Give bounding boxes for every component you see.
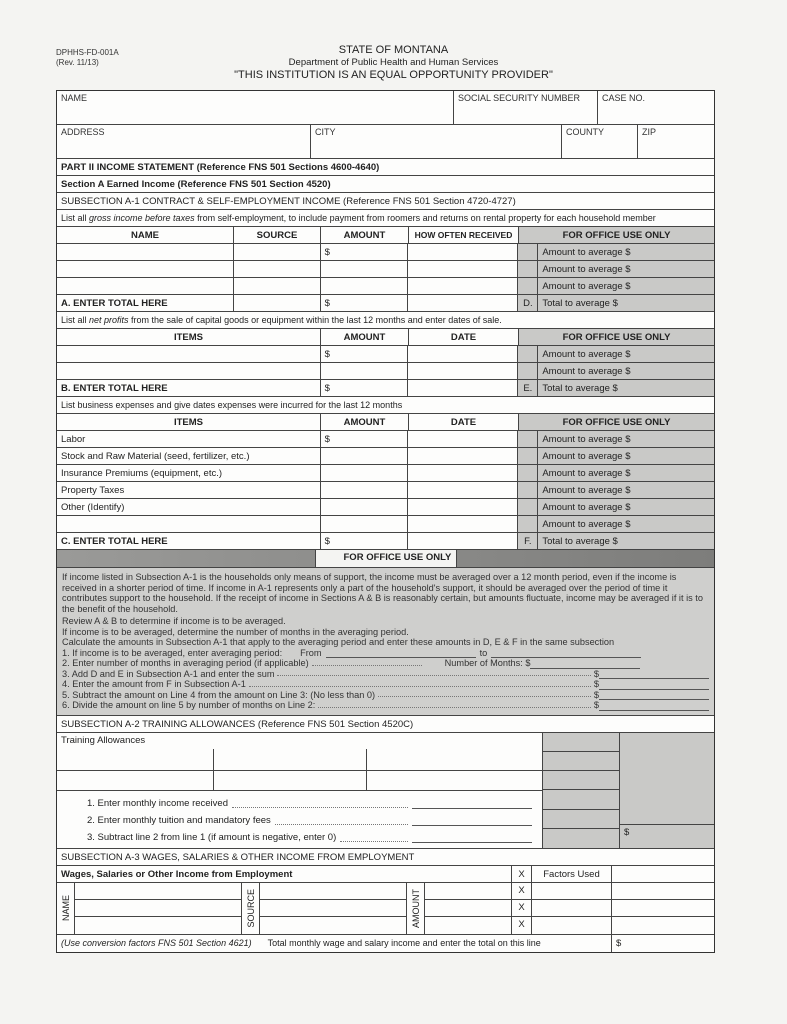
line-5-label: 5. Subtract the amount on Line 4 from the amount on Line 3: (No less than 0) bbox=[62, 689, 376, 700]
amount-to-average: Amount to average $ bbox=[542, 519, 631, 530]
expenses-total-row bbox=[57, 533, 714, 550]
office-cell bbox=[543, 829, 619, 847]
wages-header-row bbox=[57, 866, 714, 883]
office-use-banner bbox=[57, 550, 714, 568]
office-use-header: FOR OFFICE USE ONLY bbox=[519, 227, 714, 243]
office-use-cell bbox=[518, 380, 714, 396]
x-mark: X bbox=[512, 900, 531, 917]
expenses-instruction: List business expenses and give dates expenses were incurred for the last 12 months bbox=[61, 400, 403, 410]
expense-item-label: Labor bbox=[57, 431, 321, 447]
gross-row bbox=[57, 244, 714, 261]
dollar-sign: $ bbox=[324, 536, 330, 547]
profits-instruction-row bbox=[57, 312, 714, 329]
date-input[interactable] bbox=[408, 482, 518, 498]
training-line-2-input[interactable] bbox=[412, 825, 532, 826]
source-input[interactable] bbox=[234, 261, 321, 277]
expense-row-stock bbox=[57, 448, 714, 465]
wage-result-input[interactable] bbox=[612, 900, 714, 917]
office-use-cell bbox=[518, 431, 714, 447]
date-input[interactable] bbox=[408, 516, 518, 532]
dot-leader bbox=[318, 707, 591, 708]
wage-result-input[interactable] bbox=[612, 917, 714, 934]
training-line-3 bbox=[87, 829, 542, 846]
office-use-cell bbox=[518, 482, 714, 498]
wage-result-column bbox=[612, 883, 714, 934]
subsection-a2-row bbox=[57, 716, 714, 733]
part2-title-row bbox=[57, 159, 714, 176]
office-letter bbox=[518, 244, 538, 260]
col-source: SOURCE bbox=[234, 227, 321, 243]
training-total-cell bbox=[620, 825, 714, 847]
office-cell bbox=[543, 771, 619, 790]
name-label: NAME bbox=[61, 93, 88, 103]
total-b-amount-input[interactable] bbox=[321, 380, 409, 396]
total-a-source[interactable] bbox=[234, 295, 321, 311]
wage-source-input[interactable] bbox=[260, 883, 406, 900]
state-title: STATE OF MONTANA bbox=[338, 44, 449, 56]
office-use-cell bbox=[518, 363, 714, 379]
col-items: ITEMS bbox=[57, 329, 321, 345]
amount-to-average: Amount to average $ bbox=[542, 366, 631, 377]
total-b-label: B. ENTER TOTAL HERE bbox=[57, 380, 321, 396]
expense-item-label: Other (Identify) bbox=[57, 499, 321, 515]
ssn-label: SOCIAL SECURITY NUMBER bbox=[458, 93, 581, 103]
wages-footer bbox=[57, 935, 612, 952]
wage-source-input[interactable] bbox=[260, 917, 406, 934]
office-letter bbox=[518, 465, 538, 481]
office-use-cell bbox=[518, 465, 714, 481]
name-input[interactable] bbox=[57, 278, 234, 294]
name-field[interactable] bbox=[57, 91, 454, 124]
amount-to-average: Amount to average $ bbox=[542, 264, 631, 275]
gross-total-row bbox=[57, 295, 714, 312]
office-cell bbox=[543, 733, 619, 752]
expense-row-labor bbox=[57, 431, 714, 448]
averaging-line-6 bbox=[62, 700, 709, 711]
amount-input[interactable] bbox=[321, 244, 409, 260]
profits-total-row bbox=[57, 380, 714, 397]
line-5-input[interactable] bbox=[599, 699, 709, 700]
office-letter bbox=[518, 499, 538, 515]
source-vertical-label-cell bbox=[242, 883, 260, 934]
how-often-input[interactable] bbox=[408, 244, 518, 260]
expense-item-input[interactable] bbox=[57, 516, 321, 532]
gross-row bbox=[57, 261, 714, 278]
how-often-input[interactable] bbox=[408, 278, 518, 294]
subsection-a3-row bbox=[57, 849, 714, 866]
office-letter bbox=[518, 346, 538, 362]
case-number-label: CASE NO. bbox=[602, 93, 646, 103]
amount-to-average: Amount to average $ bbox=[542, 281, 631, 292]
total-c-amount-input[interactable] bbox=[321, 533, 409, 549]
total-monthly-wage-label: Total monthly wage and salary income and enter the total on this line bbox=[267, 937, 541, 948]
training-calc-lines bbox=[57, 791, 542, 848]
amount-vertical-label: AMOUNT bbox=[410, 888, 421, 928]
office-letter bbox=[518, 516, 538, 532]
income-statement-form bbox=[56, 90, 715, 953]
office-use-cell bbox=[518, 346, 714, 362]
training-entry-row bbox=[57, 771, 542, 791]
subsection-a1-row bbox=[57, 193, 714, 210]
training-line-2 bbox=[87, 812, 542, 829]
instruction-emphasis: gross income before taxes bbox=[89, 213, 195, 223]
amount-input[interactable] bbox=[321, 448, 409, 464]
training-office-column bbox=[543, 733, 620, 848]
x-mark: X bbox=[512, 866, 532, 882]
office-letter-e: E. bbox=[518, 380, 538, 396]
training-entry-input[interactable] bbox=[57, 771, 214, 790]
dollar-sign: $ bbox=[624, 827, 630, 839]
date-input[interactable] bbox=[408, 465, 518, 481]
instruction-text: from the sale of capital goods or equipment within the last 12 months and enter dates of sale. bbox=[128, 315, 502, 325]
amount-input[interactable] bbox=[321, 346, 409, 362]
profits-row bbox=[57, 363, 714, 380]
wage-amount-input[interactable] bbox=[425, 917, 511, 934]
date-input[interactable] bbox=[408, 431, 518, 447]
total-a-how-often[interactable] bbox=[408, 295, 518, 311]
line-6-label: 6. Divide the amount on line 5 by number of months on Line 2: bbox=[62, 700, 316, 710]
wage-amount-input[interactable] bbox=[425, 883, 511, 900]
office-use-banner-label: FOR OFFICE USE ONLY bbox=[315, 550, 457, 567]
training-entry-input[interactable] bbox=[367, 771, 542, 790]
dollar-sign: $ bbox=[324, 349, 330, 360]
wage-name-input[interactable] bbox=[75, 917, 241, 934]
col-amount: AMOUNT bbox=[321, 329, 409, 345]
line-4-input[interactable] bbox=[599, 689, 709, 690]
col-amount: AMOUNT bbox=[321, 414, 409, 430]
office-use-cell bbox=[518, 278, 714, 294]
amount-input[interactable] bbox=[321, 482, 409, 498]
item-input[interactable] bbox=[57, 363, 321, 379]
total-c-date[interactable] bbox=[408, 533, 518, 549]
office-use-cell bbox=[518, 244, 714, 260]
identity-row-1 bbox=[57, 91, 714, 125]
line-6-input[interactable] bbox=[599, 710, 709, 711]
office-use-cell bbox=[518, 516, 714, 532]
from-label: From bbox=[300, 647, 322, 658]
amount-to-average: Amount to average $ bbox=[542, 468, 631, 479]
zip-label: ZIP bbox=[642, 127, 657, 137]
profits-header-row bbox=[57, 329, 714, 346]
wages-header: Wages, Salaries or Other Income from Employment bbox=[57, 866, 512, 882]
gross-instruction bbox=[57, 210, 714, 226]
department-title: Department of Public Health and Human Services bbox=[288, 57, 499, 68]
to-label: to bbox=[479, 647, 488, 658]
expenses-instruction-row bbox=[57, 397, 714, 414]
averaging-instructions bbox=[57, 568, 714, 716]
training-left bbox=[57, 733, 543, 848]
total-monthly-wage-input[interactable] bbox=[612, 935, 714, 952]
office-use-header: FOR OFFICE USE ONLY bbox=[519, 329, 714, 345]
averaging-line-3 bbox=[62, 669, 709, 680]
office-cell bbox=[543, 810, 619, 829]
wage-name-column bbox=[75, 883, 242, 934]
conversion-factors-note: (Use conversion factors FNS 501 Section 4621) bbox=[61, 937, 252, 948]
dollar-sign: $ bbox=[324, 298, 330, 309]
dollar-sign: $ bbox=[593, 689, 599, 700]
line-3-label: 3. Add D and E in Subsection A-1 and enter the sum bbox=[62, 668, 275, 679]
office-letter bbox=[518, 278, 538, 294]
wages-total-header bbox=[612, 866, 714, 882]
wage-amount-column bbox=[425, 883, 512, 934]
name-input[interactable] bbox=[57, 261, 234, 277]
wage-source-input[interactable] bbox=[260, 900, 406, 917]
city-field[interactable] bbox=[311, 125, 562, 158]
office-letter bbox=[518, 448, 538, 464]
line-2-label: 2. Enter number of months in averaging period (if applicable) bbox=[62, 658, 309, 668]
date-input[interactable] bbox=[408, 346, 518, 362]
gross-instruction-row bbox=[57, 210, 714, 227]
dot-leader bbox=[232, 807, 408, 808]
total-to-average-f: Total to average $ bbox=[542, 536, 618, 547]
section-a-title: Section A Earned Income (Reference FNS 501 Section 4520) bbox=[61, 179, 331, 190]
amount-input[interactable] bbox=[321, 516, 409, 532]
dot-leader bbox=[275, 824, 408, 825]
source-vertical-label: SOURCE bbox=[245, 888, 256, 928]
factors-column bbox=[532, 883, 612, 934]
wages-footer-row bbox=[57, 935, 714, 952]
dollar-sign: $ bbox=[324, 247, 330, 258]
training-line-1 bbox=[87, 795, 542, 812]
amount-to-average: Amount to average $ bbox=[542, 247, 631, 258]
subsection-a3-title: SUBSECTION A-3 WAGES, SALARIES & OTHER INCOME FROM EMPLOYMENT bbox=[61, 851, 415, 863]
name-input[interactable] bbox=[57, 244, 234, 260]
office-use-cell bbox=[518, 533, 714, 549]
office-cell bbox=[543, 752, 619, 771]
amount-to-average: Amount to average $ bbox=[542, 485, 631, 496]
total-a-amount-input[interactable] bbox=[321, 295, 409, 311]
averaging-step: Calculate the amounts in Subsection A-1 that apply to the averaging period and enter these amounts in D, E & F in the same subsection bbox=[62, 637, 615, 647]
how-often-input[interactable] bbox=[408, 261, 518, 277]
expense-item-label: Stock and Raw Material (seed, fertilizer, etc.) bbox=[57, 448, 321, 464]
dot-leader bbox=[340, 841, 408, 842]
dollar-sign: $ bbox=[324, 434, 330, 445]
training-entry-input[interactable] bbox=[57, 749, 214, 770]
office-use-header: FOR OFFICE USE ONLY bbox=[519, 414, 714, 430]
dollar-sign: $ bbox=[593, 679, 599, 689]
training-entry-input[interactable] bbox=[214, 749, 367, 770]
amount-to-average: Amount to average $ bbox=[542, 451, 631, 462]
office-letter bbox=[518, 431, 538, 447]
wages-grid bbox=[57, 883, 714, 935]
wage-name-input[interactable] bbox=[75, 883, 241, 900]
line-4-label: 4. Enter the amount from F in Subsection A-1 bbox=[62, 679, 246, 689]
training-total-column bbox=[620, 733, 714, 848]
office-use-cell bbox=[518, 499, 714, 515]
training-entry-input[interactable] bbox=[367, 749, 542, 770]
date-input[interactable] bbox=[408, 363, 518, 379]
total-to-average-d: Total to average $ bbox=[542, 298, 618, 309]
expense-row-property-taxes bbox=[57, 482, 714, 499]
training-allowances-block bbox=[57, 733, 714, 849]
dollar-sign: $ bbox=[593, 700, 599, 710]
total-to-average-e: Total to average $ bbox=[542, 383, 618, 394]
col-date: DATE bbox=[409, 414, 519, 430]
dot-leader bbox=[277, 675, 590, 676]
training-entry-input[interactable] bbox=[214, 771, 367, 790]
expense-item-label: Insurance Premiums (equipment, etc.) bbox=[57, 465, 321, 481]
col-how-often: HOW OFTEN RECEIVED bbox=[409, 227, 519, 243]
date-input[interactable] bbox=[408, 499, 518, 515]
training-line-2-label: 2. Enter monthly tuition and mandatory fees bbox=[87, 814, 271, 826]
amount-to-average: Amount to average $ bbox=[542, 502, 631, 513]
ssn-field[interactable] bbox=[454, 91, 598, 124]
form-revision: (Rev. 11/13) bbox=[56, 58, 99, 67]
instruction-text: List all bbox=[61, 213, 90, 223]
amount-to-average: Amount to average $ bbox=[542, 349, 631, 360]
factors-used-header: Factors Used bbox=[532, 866, 612, 882]
name-vertical-label-cell bbox=[57, 883, 75, 934]
col-amount: AMOUNT bbox=[321, 227, 409, 243]
profits-row bbox=[57, 346, 714, 363]
address-label: ADDRESS bbox=[61, 127, 105, 137]
expense-row-blank bbox=[57, 516, 714, 533]
gross-header-row bbox=[57, 227, 714, 244]
subsection-a2-title: SUBSECTION A-2 TRAINING ALLOWANCES (Reference FNS 501 Section 4520C) bbox=[61, 718, 414, 730]
factor-input[interactable] bbox=[532, 917, 611, 934]
col-name: NAME bbox=[57, 227, 234, 243]
training-line-1-input[interactable] bbox=[412, 808, 532, 809]
averaging-line-4 bbox=[62, 679, 709, 690]
averaging-line-2 bbox=[62, 658, 709, 669]
wage-amount-input[interactable] bbox=[425, 900, 511, 917]
office-letter bbox=[518, 482, 538, 498]
source-input[interactable] bbox=[234, 278, 321, 294]
wage-name-input[interactable] bbox=[75, 900, 241, 917]
dollar-sign: $ bbox=[324, 383, 330, 394]
x-column bbox=[512, 883, 532, 934]
number-of-months-input[interactable] bbox=[530, 668, 640, 669]
name-vertical-label: NAME bbox=[60, 894, 71, 921]
office-use-cell bbox=[518, 295, 714, 311]
county-label: COUNTY bbox=[566, 127, 604, 137]
expense-item-label: Property Taxes bbox=[57, 482, 321, 498]
total-c-label: C. ENTER TOTAL HERE bbox=[57, 533, 321, 549]
amount-input[interactable] bbox=[321, 363, 409, 379]
amount-input[interactable] bbox=[321, 278, 409, 294]
col-items: ITEMS bbox=[57, 414, 321, 430]
dollar-sign: $ bbox=[593, 668, 599, 679]
office-letter-f: F. bbox=[518, 533, 538, 549]
item-input[interactable] bbox=[57, 346, 321, 362]
training-line-3-label: 3. Subtract line 2 from line 1 (if amount is negative, enter 0) bbox=[87, 831, 337, 843]
form-id: DPHHS-FD-001A bbox=[56, 48, 119, 57]
section-a-row bbox=[57, 176, 714, 193]
date-input[interactable] bbox=[408, 448, 518, 464]
factor-input[interactable] bbox=[532, 900, 611, 917]
part2-title: PART II INCOME STATEMENT (Reference FNS 501 Sections 4600-4640) bbox=[61, 162, 380, 173]
averaging-step: If income is to be averaged, determine the number of months in the averaging period. bbox=[62, 626, 409, 637]
case-number-field[interactable] bbox=[598, 91, 714, 124]
equal-opportunity-tagline: "THIS INSTITUTION IS AN EQUAL OPPORTUNITY PROVIDER" bbox=[234, 69, 553, 81]
wage-source-column bbox=[260, 883, 407, 934]
source-input[interactable] bbox=[234, 244, 321, 260]
dot-leader bbox=[249, 686, 591, 687]
x-mark: X bbox=[518, 918, 525, 930]
amount-to-average: Amount to average $ bbox=[542, 434, 631, 445]
address-field[interactable] bbox=[57, 125, 311, 158]
wage-result-input[interactable] bbox=[612, 883, 714, 900]
city-label: CITY bbox=[315, 127, 336, 137]
expense-row-insurance bbox=[57, 465, 714, 482]
amount-input[interactable] bbox=[321, 499, 409, 515]
instruction-text: from self-employment, to include payment from roomers and returns on rental property for each household member bbox=[194, 213, 656, 223]
averaging-paragraph: If income listed in Subsection A-1 is the households only means of support, the income must be averaged over a 12 month period, even if the income is received in a shorter period of time. If income in A-1 represents only a part of the household's support, it should be averaged over the period of time it contributes support to the household. If the receipt of income in Sections A & B is reasonably certain, but amounts fluctuate, income may be averaged if it is to the benefit of the household. bbox=[62, 572, 703, 614]
expenses-header-row bbox=[57, 414, 714, 431]
x-mark: X bbox=[512, 883, 531, 900]
office-use-cell bbox=[518, 448, 714, 464]
office-cell bbox=[620, 733, 714, 826]
amount-vertical-label-cell bbox=[407, 883, 425, 934]
office-letter bbox=[518, 261, 538, 277]
subsection-a1-title: SUBSECTION A-1 CONTRACT & SELF-EMPLOYMENT INCOME (Reference FNS 501 Section 4720-4727) bbox=[61, 196, 516, 207]
training-line-1-label: 1. Enter monthly income received bbox=[87, 797, 228, 809]
averaging-line-5 bbox=[62, 690, 709, 701]
office-use-cell bbox=[518, 261, 714, 277]
line-1-label: 1. If income is to be averaged, enter averaging period: bbox=[62, 647, 283, 658]
training-line-3-input[interactable] bbox=[412, 842, 532, 843]
office-letter bbox=[518, 363, 538, 379]
instruction-emphasis: net profits bbox=[89, 315, 129, 325]
profits-instruction bbox=[57, 312, 714, 328]
form-header bbox=[0, 44, 787, 82]
total-a-label: A. ENTER TOTAL HERE bbox=[57, 295, 234, 311]
col-date: DATE bbox=[409, 329, 519, 345]
total-b-date[interactable] bbox=[408, 380, 518, 396]
identity-row-2 bbox=[57, 125, 714, 159]
amount-input[interactable] bbox=[321, 431, 409, 447]
instruction-text: List all bbox=[61, 315, 90, 325]
dollar-sign: $ bbox=[616, 937, 622, 949]
dot-leader bbox=[378, 696, 591, 697]
line-3-input[interactable] bbox=[599, 678, 709, 679]
office-cell bbox=[543, 790, 619, 809]
expense-row-other bbox=[57, 499, 714, 516]
number-of-months-label: Number of Months: $ bbox=[444, 658, 531, 668]
zip-field[interactable] bbox=[638, 125, 714, 158]
factor-input[interactable] bbox=[532, 883, 611, 900]
training-entry-row bbox=[57, 749, 542, 771]
training-allowances-label: Training Allowances bbox=[61, 734, 146, 746]
dot-leader bbox=[312, 665, 422, 666]
amount-input[interactable] bbox=[321, 261, 409, 277]
averaging-step: Review A & B to determine if income is to be averaged. bbox=[62, 616, 286, 626]
averaging-line-1 bbox=[62, 648, 709, 659]
amount-input[interactable] bbox=[321, 465, 409, 481]
gross-row bbox=[57, 278, 714, 295]
county-field[interactable] bbox=[562, 125, 638, 158]
office-letter-d: D. bbox=[518, 295, 538, 311]
